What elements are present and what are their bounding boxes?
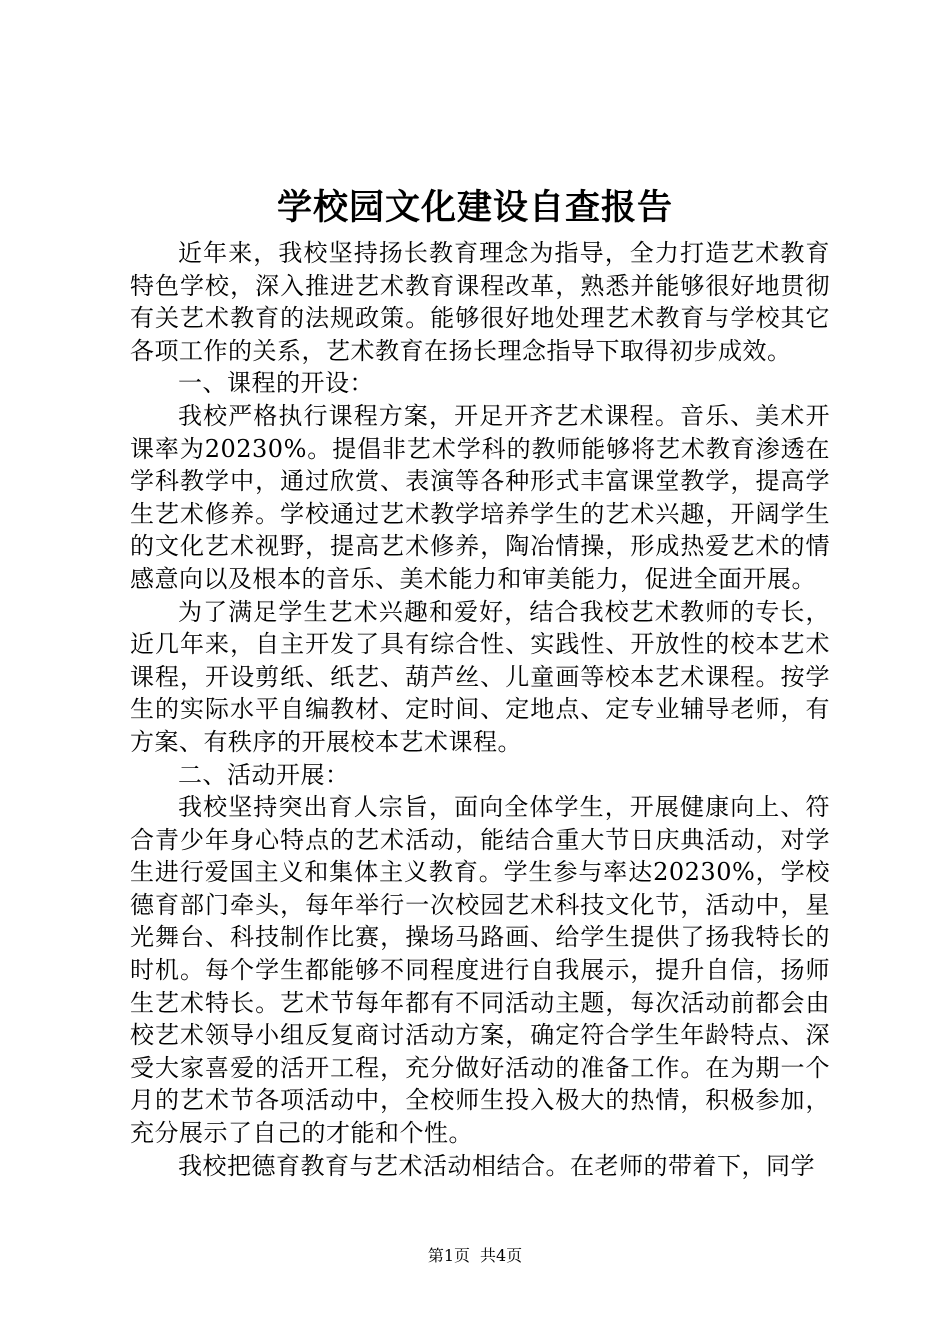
page-total: 共4页 [480,1246,523,1265]
paragraph-activities: 我校坚持突出育人宗旨，面向全体学生，开展健康向上、符合青少年身心特点的艺术活动，能结合重大节日庆典活动，对学生进行爱国主义和集体主义教育。学生参与率达20230%，学校德育部门牵头，每年举行一次校园艺术科技文化节，活动中，星光舞台、科技制作比赛，操场马路画、给学生提供了扬我特长的时机。每个学生都能够不同程度进行自我展示，提升自信，扬师生艺术特长。艺术节每年都有不同活动主题，每次活动前都会由校艺术领导小组反复商讨活动方案，确定符合学生年龄特点、深受大家喜爱的活开工程，充分做好活动的准备工作。在为期一个月的艺术节各项活动中，全校师生投入极大的热情，积极参加，充分展示了自己的才能和个性。 [130,793,830,1148]
document-title: 学校园文化建设自查报告 [276,188,673,228]
page-footer [0,1244,950,1268]
paragraph-moral-education: 我校把德育教育与艺术活动相结合。在老师的带着下，同学 [178,1151,815,1180]
paragraph-intro: 近年来，我校坚持扬长教育理念为指导，全力打造艺术教育特色学校，深入推进艺术教育课程改革，熟悉并能够很好地贯彻有关艺术教育的法规政策。能够很好地处理艺术教育与学校其它各项工作的关系，艺术教育在扬长理念指导下取得初步成效。 [130,239,830,365]
page-number: 第1页 [427,1246,470,1265]
section-heading-courses: 一、课程的开设： [178,369,374,398]
document-body [130,237,830,1182]
paragraph-courses: 我校严格执行课程方案，开足开齐艺术课程。音乐、美术开课率为20230%。提倡非艺术学科的教师能够将艺术教育渗透在学科教学中，通过欣赏、表演等各种形式丰富课堂教学，提高学生艺术修养。学校通过艺术教学培养学生的艺术兴趣，开阔学生的文化艺术视野，提高艺术修养，陶冶情操，形成热爱艺术的情感意向以及根本的音乐、美术能力和审美能力，促进全面开展。 [130,401,830,593]
section-heading-activities: 二、活动开展： [178,760,350,789]
paragraph-school-courses: 为了满足学生艺术兴趣和爱好，结合我校艺术教师的专长，近几年来，自主开发了具有综合性、实践性、开放性的校本艺术课程，开设剪纸、纸艺、葫芦丝、儿童画等校本艺术课程。按学生的实际水平自编教材、定时间、定地点、定专业辅导老师，有方案、有秩序的开展校本艺术课程。 [130,597,830,756]
